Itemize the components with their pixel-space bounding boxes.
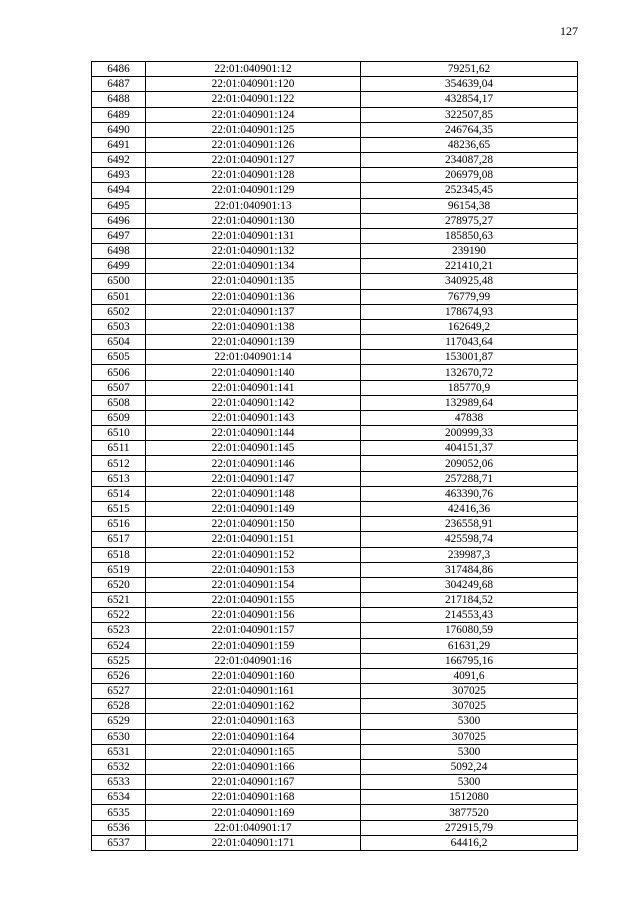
row-number-cell: 6531 [92,744,146,759]
row-number-cell: 6511 [92,441,146,456]
cadastral-number-cell: 22:01:040901:140 [146,365,361,380]
value-cell: 178674,93 [361,304,578,319]
table-row [92,744,578,759]
row-number-cell: 6530 [92,729,146,744]
cadastral-number-cell: 22:01:040901:154 [146,577,361,592]
cadastral-number-cell: 22:01:040901:165 [146,744,361,759]
row-number-cell: 6534 [92,790,146,805]
cadastral-number-cell: 22:01:040901:143 [146,410,361,425]
row-number-cell: 6501 [92,289,146,304]
row-number-cell: 6487 [92,77,146,92]
value-cell: 432854,17 [361,92,578,107]
table-row [92,122,578,137]
value-cell: 272915,79 [361,820,578,835]
value-cell: 162649,2 [361,319,578,334]
value-cell: 317484,86 [361,562,578,577]
table-row [92,153,578,168]
table-body [92,62,578,851]
table-row [92,532,578,547]
row-number-cell: 6536 [92,820,146,835]
row-number-cell: 6498 [92,244,146,259]
row-number-cell: 6486 [92,62,146,77]
cadastral-number-cell: 22:01:040901:128 [146,168,361,183]
table-row [92,699,578,714]
value-cell: 79251,62 [361,62,578,77]
row-number-cell: 6512 [92,456,146,471]
table-row [92,623,578,638]
row-number-cell: 6506 [92,365,146,380]
table-row [92,350,578,365]
cadastral-number-cell: 22:01:040901:129 [146,183,361,198]
row-number-cell: 6527 [92,684,146,699]
row-number-cell: 6532 [92,759,146,774]
table-row [92,471,578,486]
value-cell: 5300 [361,714,578,729]
value-cell: 153001,87 [361,350,578,365]
table-row [92,820,578,835]
value-cell: 185850,63 [361,228,578,243]
row-number-cell: 6526 [92,668,146,683]
row-number-cell: 6503 [92,319,146,334]
table-row [92,319,578,334]
value-cell: 176080,59 [361,623,578,638]
cadastral-number-cell: 22:01:040901:17 [146,820,361,835]
cadastral-number-cell: 22:01:040901:13 [146,198,361,213]
table-row [92,426,578,441]
table-row [92,183,578,198]
row-number-cell: 6525 [92,653,146,668]
table-row [92,304,578,319]
table-row [92,107,578,122]
cadastral-number-cell: 22:01:040901:168 [146,790,361,805]
table-row [92,441,578,456]
value-cell: 239190 [361,244,578,259]
value-cell: 185770,9 [361,380,578,395]
cadastral-number-cell: 22:01:040901:166 [146,759,361,774]
value-cell: 96154,38 [361,198,578,213]
value-cell: 236558,91 [361,517,578,532]
value-cell: 42416,36 [361,501,578,516]
value-cell: 404151,37 [361,441,578,456]
cadastral-number-cell: 22:01:040901:138 [146,319,361,334]
row-number-cell: 6522 [92,608,146,623]
value-cell: 278975,27 [361,213,578,228]
cadastral-number-cell: 22:01:040901:152 [146,547,361,562]
row-number-cell: 6499 [92,259,146,274]
value-cell: 234087,28 [361,153,578,168]
value-cell: 214553,43 [361,608,578,623]
cadastral-number-cell: 22:01:040901:149 [146,501,361,516]
row-number-cell: 6535 [92,805,146,820]
value-cell: 166795,16 [361,653,578,668]
table-row [92,168,578,183]
cadastral-number-cell: 22:01:040901:147 [146,471,361,486]
table-row [92,790,578,805]
value-cell: 221410,21 [361,259,578,274]
page-number: 127 [560,24,578,38]
cadastral-number-cell: 22:01:040901:126 [146,137,361,152]
value-cell: 5300 [361,775,578,790]
cadastral-number-cell: 22:01:040901:145 [146,441,361,456]
cadastral-number-cell: 22:01:040901:146 [146,456,361,471]
cadastral-number-cell: 22:01:040901:150 [146,517,361,532]
cadastral-number-cell: 22:01:040901:151 [146,532,361,547]
value-cell: 322507,85 [361,107,578,122]
value-cell: 132670,72 [361,365,578,380]
cadastral-number-cell: 22:01:040901:137 [146,304,361,319]
row-number-cell: 6497 [92,228,146,243]
table-row [92,365,578,380]
cadastral-number-cell: 22:01:040901:120 [146,77,361,92]
cadastral-number-cell: 22:01:040901:171 [146,835,361,850]
row-number-cell: 6489 [92,107,146,122]
cadastral-number-cell: 22:01:040901:153 [146,562,361,577]
cadastral-number-cell: 22:01:040901:159 [146,638,361,653]
table-row [92,562,578,577]
value-cell: 47838 [361,410,578,425]
value-cell: 307025 [361,729,578,744]
value-cell: 307025 [361,699,578,714]
row-number-cell: 6517 [92,532,146,547]
value-cell: 257288,71 [361,471,578,486]
table-row [92,244,578,259]
row-number-cell: 6505 [92,350,146,365]
row-number-cell: 6496 [92,213,146,228]
table-row [92,501,578,516]
table-row [92,714,578,729]
table-row [92,684,578,699]
row-number-cell: 6491 [92,137,146,152]
row-number-cell: 6509 [92,410,146,425]
row-number-cell: 6492 [92,153,146,168]
row-number-cell: 6490 [92,122,146,137]
row-number-cell: 6516 [92,517,146,532]
table-row [92,835,578,850]
cadastral-number-cell: 22:01:040901:124 [146,107,361,122]
table-row [92,259,578,274]
table-row [92,729,578,744]
table-row [92,137,578,152]
table-row [92,593,578,608]
table-row [92,517,578,532]
row-number-cell: 6508 [92,395,146,410]
table-row [92,486,578,501]
table-row [92,213,578,228]
row-number-cell: 6500 [92,274,146,289]
value-cell: 463390,76 [361,486,578,501]
table-row [92,456,578,471]
value-cell: 354639,04 [361,77,578,92]
row-number-cell: 6515 [92,501,146,516]
row-number-cell: 6494 [92,183,146,198]
value-cell: 307025 [361,684,578,699]
row-number-cell: 6533 [92,775,146,790]
cadastral-number-cell: 22:01:040901:144 [146,426,361,441]
cadastral-number-cell: 22:01:040901:156 [146,608,361,623]
table-row [92,380,578,395]
table-row [92,395,578,410]
cadastral-number-cell: 22:01:040901:139 [146,335,361,350]
cadastral-value-table [91,61,578,851]
cadastral-number-cell: 22:01:040901:134 [146,259,361,274]
value-cell: 252345,45 [361,183,578,198]
table-row [92,228,578,243]
cadastral-number-cell: 22:01:040901:127 [146,153,361,168]
table-row [92,410,578,425]
table-row [92,62,578,77]
value-cell: 200999,33 [361,426,578,441]
cadastral-number-cell: 22:01:040901:16 [146,653,361,668]
row-number-cell: 6514 [92,486,146,501]
table-row [92,547,578,562]
value-cell: 132989,64 [361,395,578,410]
row-number-cell: 6528 [92,699,146,714]
cadastral-number-cell: 22:01:040901:169 [146,805,361,820]
cadastral-number-cell: 22:01:040901:131 [146,228,361,243]
row-number-cell: 6504 [92,335,146,350]
cadastral-number-cell: 22:01:040901:164 [146,729,361,744]
cadastral-number-cell: 22:01:040901:132 [146,244,361,259]
table-row [92,638,578,653]
cadastral-number-cell: 22:01:040901:122 [146,92,361,107]
table-row [92,274,578,289]
row-number-cell: 6507 [92,380,146,395]
table-row [92,668,578,683]
table-row [92,577,578,592]
cadastral-number-cell: 22:01:040901:160 [146,668,361,683]
cadastral-number-cell: 22:01:040901:161 [146,684,361,699]
value-cell: 239987,3 [361,547,578,562]
value-cell: 61631,29 [361,638,578,653]
value-cell: 5300 [361,744,578,759]
cadastral-number-cell: 22:01:040901:125 [146,122,361,137]
value-cell: 48236,65 [361,137,578,152]
cadastral-number-cell: 22:01:040901:136 [146,289,361,304]
row-number-cell: 6523 [92,623,146,638]
cadastral-number-cell: 22:01:040901:157 [146,623,361,638]
value-cell: 304249,68 [361,577,578,592]
value-cell: 4091,6 [361,668,578,683]
row-number-cell: 6521 [92,593,146,608]
table-row [92,653,578,668]
cadastral-number-cell: 22:01:040901:148 [146,486,361,501]
value-cell: 206979,08 [361,168,578,183]
table-row [92,289,578,304]
value-cell: 246764,35 [361,122,578,137]
value-cell: 340925,48 [361,274,578,289]
cadastral-number-cell: 22:01:040901:155 [146,593,361,608]
cadastral-number-cell: 22:01:040901:162 [146,699,361,714]
table-row [92,608,578,623]
value-cell: 64416,2 [361,835,578,850]
cadastral-number-cell: 22:01:040901:167 [146,775,361,790]
table-row [92,77,578,92]
data-table-container [91,61,578,851]
row-number-cell: 6502 [92,304,146,319]
value-cell: 425598,74 [361,532,578,547]
value-cell: 217184,52 [361,593,578,608]
value-cell: 3877520 [361,805,578,820]
row-number-cell: 6513 [92,471,146,486]
row-number-cell: 6537 [92,835,146,850]
row-number-cell: 6529 [92,714,146,729]
cadastral-number-cell: 22:01:040901:163 [146,714,361,729]
value-cell: 209052,06 [361,456,578,471]
value-cell: 5092,24 [361,759,578,774]
row-number-cell: 6524 [92,638,146,653]
cadastral-number-cell: 22:01:040901:130 [146,213,361,228]
cadastral-number-cell: 22:01:040901:141 [146,380,361,395]
row-number-cell: 6493 [92,168,146,183]
table-row [92,759,578,774]
table-row [92,775,578,790]
cadastral-number-cell: 22:01:040901:14 [146,350,361,365]
cadastral-number-cell: 22:01:040901:135 [146,274,361,289]
value-cell: 117043,64 [361,335,578,350]
cadastral-number-cell: 22:01:040901:12 [146,62,361,77]
row-number-cell: 6518 [92,547,146,562]
value-cell: 76779,99 [361,289,578,304]
table-row [92,92,578,107]
table-row [92,335,578,350]
row-number-cell: 6488 [92,92,146,107]
row-number-cell: 6520 [92,577,146,592]
table-row [92,805,578,820]
table-row [92,198,578,213]
row-number-cell: 6519 [92,562,146,577]
value-cell: 1512080 [361,790,578,805]
row-number-cell: 6495 [92,198,146,213]
cadastral-number-cell: 22:01:040901:142 [146,395,361,410]
row-number-cell: 6510 [92,426,146,441]
